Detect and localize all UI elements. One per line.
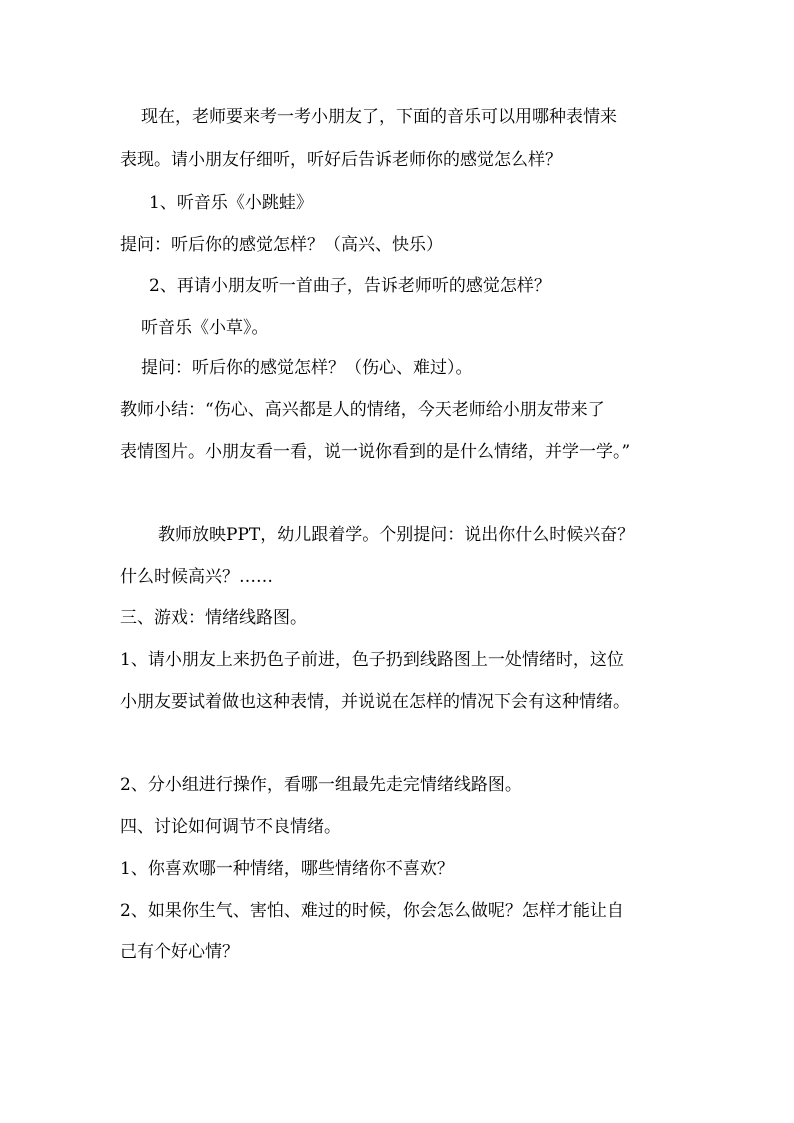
item-music-2: 2、再请小朋友听一首曲子，告诉老师听的感觉怎样？: [149, 276, 551, 296]
teacher-summary-line-2: 表情图片。小朋友看一看，说一说你看到的是什么情绪，并学一学。”: [120, 442, 631, 462]
game-step-2: 2、分小组进行操作，看哪一组最先走完情绪线路图。: [120, 775, 522, 795]
section-heading-4: 四、讨论如何调节不良情绪。: [120, 817, 341, 837]
section-heading-3: 三、游戏：情绪线路图。: [120, 608, 307, 628]
question-2: 提问：听后你的感觉怎样？（伤心、难过）。: [141, 358, 473, 378]
item-music-1: 1、听音乐《小跳蛙》: [149, 193, 313, 213]
ppt-line-2: 什么时候高兴？……: [120, 567, 273, 587]
game-step-1-line-1: 1、请小朋友上来扔色子前进，色子扔到线路图上一处情绪时，这位: [120, 650, 624, 670]
discussion-2-line-2: 己有个好心情？: [120, 942, 239, 962]
teacher-summary-line-1: 教师小结：“伤心、高兴都是人的情绪，今天老师给小朋友带来了: [120, 400, 605, 420]
question-1: 提问：听后你的感觉怎样？（高兴、快乐）: [120, 235, 443, 255]
discussion-2-line-1: 2、如果你生气、害怕、难过的时候，你会怎么做呢？怎样才能让自: [120, 901, 624, 921]
paragraph-line-2: 表现。请小朋友仔细听，听好后告诉老师你的感觉怎么样？: [120, 150, 562, 170]
paragraph-line-1: 现在，老师要来考一考小朋友了，下面的音乐可以用哪种表情来: [141, 107, 617, 127]
ppt-line-1: 教师放映PPT，幼儿跟着学。个别提问：说出你什么时候兴奋？: [158, 525, 635, 545]
music-title-2: 听音乐《小草》。: [141, 318, 269, 338]
game-step-1-line-2: 小朋友要试着做也这种表情，并说说在怎样的情况下会有这种情绪。: [120, 692, 630, 712]
discussion-1: 1、你喜欢哪一种情绪，哪些情绪你不喜欢？: [120, 859, 454, 879]
